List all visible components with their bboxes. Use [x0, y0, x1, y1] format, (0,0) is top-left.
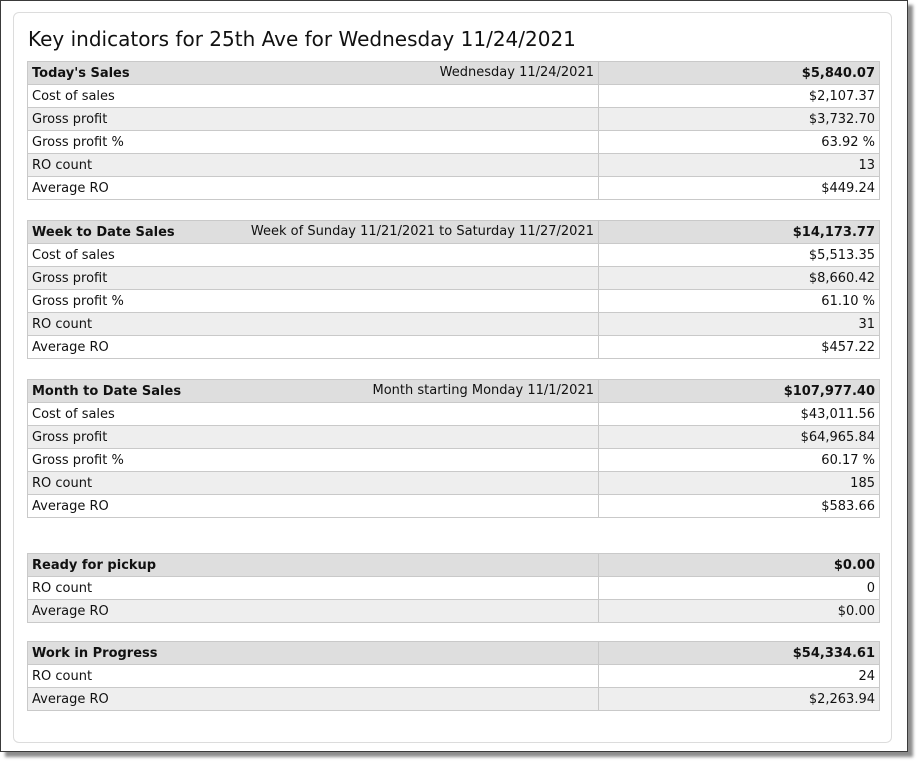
row-value: 0 [599, 577, 880, 600]
section-label: Month to Date Sales [32, 383, 182, 399]
row-value: $457.22 [599, 336, 880, 359]
section-total: $5,840.07 [599, 62, 880, 85]
row-value: $449.24 [599, 177, 880, 200]
row-label: Average RO [28, 336, 599, 359]
row-value: 60.17 % [599, 449, 880, 472]
section-label-cell [28, 221, 599, 244]
table-row [28, 313, 880, 336]
row-label: RO count [28, 154, 599, 177]
table-row [28, 449, 880, 472]
row-value: $2,263.94 [599, 688, 880, 711]
table-row [28, 154, 880, 177]
table-row [28, 495, 880, 518]
row-label: Gross profit % [28, 290, 599, 313]
table-row [28, 577, 880, 600]
section-label: Work in Progress [32, 645, 158, 661]
section-total: $0.00 [599, 554, 880, 577]
page-title: Key indicators for 25th Ave for Wednesday 11/24/2021 [28, 27, 576, 51]
row-value: $3,732.70 [599, 108, 880, 131]
section-header [28, 62, 880, 85]
section-label: Week to Date Sales [32, 224, 175, 240]
todays-sales-table [27, 61, 880, 200]
table-row [28, 472, 880, 495]
ready-for-pickup-table [27, 553, 880, 623]
work-in-progress-table [27, 641, 880, 711]
table-row [28, 403, 880, 426]
table-row [28, 600, 880, 623]
row-value: $43,011.56 [599, 403, 880, 426]
row-label: Gross profit % [28, 131, 599, 154]
row-label: Gross profit [28, 108, 599, 131]
section-header [28, 642, 880, 665]
row-label: Average RO [28, 495, 599, 518]
row-label: Gross profit % [28, 449, 599, 472]
section-label: Ready for pickup [32, 557, 157, 573]
row-label: Cost of sales [28, 85, 599, 108]
table-row [28, 85, 880, 108]
section-period: Wednesday 11/24/2021 [439, 65, 594, 80]
row-label: RO count [28, 313, 599, 336]
section-label-cell [28, 642, 599, 665]
table-row [28, 177, 880, 200]
row-label: Average RO [28, 177, 599, 200]
row-value: 24 [599, 665, 880, 688]
section-header [28, 554, 880, 577]
month-to-date-sales-table [27, 379, 880, 518]
row-label: RO count [28, 665, 599, 688]
row-label: Gross profit [28, 267, 599, 290]
row-label: Average RO [28, 688, 599, 711]
row-value: $64,965.84 [599, 426, 880, 449]
table-row [28, 426, 880, 449]
row-value: $583.66 [599, 495, 880, 518]
row-label: RO count [28, 577, 599, 600]
row-value: 185 [599, 472, 880, 495]
row-label: Cost of sales [28, 403, 599, 426]
section-label: Today's Sales [32, 65, 130, 81]
table-row [28, 336, 880, 359]
row-label: Gross profit [28, 426, 599, 449]
section-label-cell [28, 380, 599, 403]
row-value: 61.10 % [599, 290, 880, 313]
row-label: Average RO [28, 600, 599, 623]
section-total: $14,173.77 [599, 221, 880, 244]
table-row [28, 131, 880, 154]
table-row [28, 267, 880, 290]
row-label: Cost of sales [28, 244, 599, 267]
section-label-cell [28, 62, 599, 85]
table-row [28, 290, 880, 313]
section-total: $107,977.40 [599, 380, 880, 403]
section-period: Week of Sunday 11/21/2021 to Saturday 11/27/2021 [250, 224, 594, 239]
row-value: $5,513.35 [599, 244, 880, 267]
row-value: $8,660.42 [599, 267, 880, 290]
row-value: 31 [599, 313, 880, 336]
section-header [28, 221, 880, 244]
week-to-date-sales-table [27, 220, 880, 359]
row-value: 63.92 % [599, 131, 880, 154]
section-header [28, 380, 880, 403]
table-row [28, 244, 880, 267]
key-indicators-panel [13, 12, 892, 743]
section-label-cell [28, 554, 599, 577]
table-row [28, 688, 880, 711]
section-total: $54,334.61 [599, 642, 880, 665]
row-value: $2,107.37 [599, 85, 880, 108]
table-row [28, 665, 880, 688]
row-label: RO count [28, 472, 599, 495]
table-row [28, 108, 880, 131]
section-period: Month starting Monday 11/1/2021 [372, 383, 594, 398]
row-value: 13 [599, 154, 880, 177]
row-value: $0.00 [599, 600, 880, 623]
